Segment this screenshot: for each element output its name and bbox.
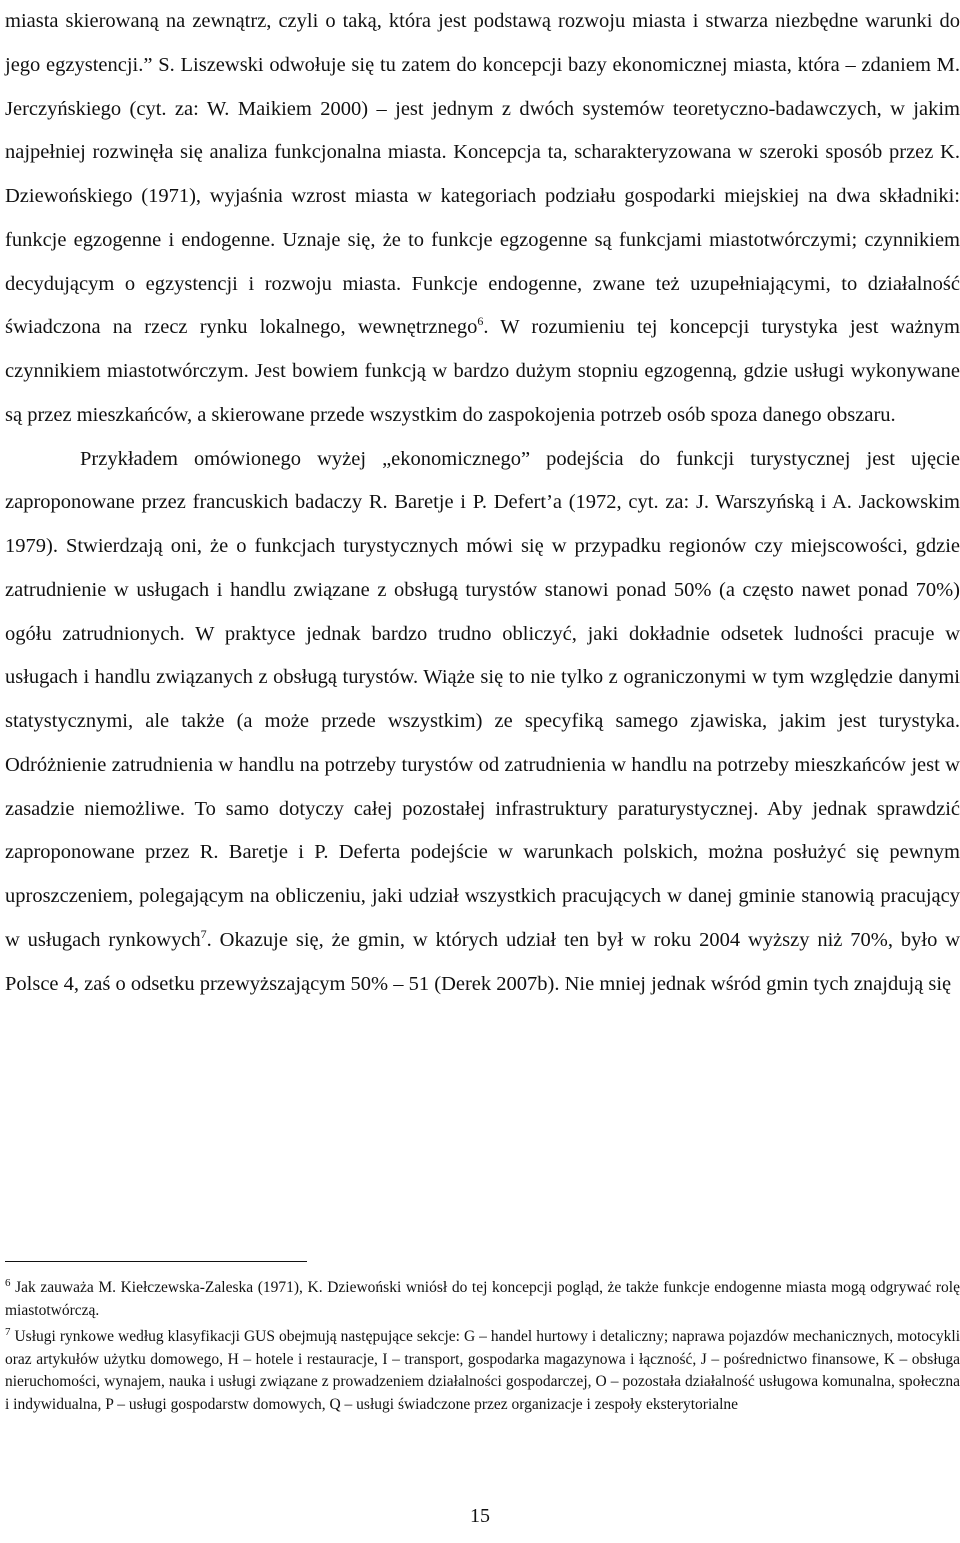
- paragraph-2-text-a: Przykładem omówionego wyżej „ekonomicznego” podejścia do funkcji turystycznej jest ujęcie zaproponowane przez francuskich badaczy R. Baretje i P. Defert’a (1972, cyt. za: J. Warszyńską i A. Jackowskim 1979). Stwierdzają oni, że o funkcjach turystycznych mówi się w przypadku regionów czy miejscowości, gdzie zatrudnienie w usługach i handlu związane z obsługą turystów stanowi ponad 50% (a często nawet ponad 70%) ogółu zatrudnionych. W praktyce jednak bardzo trudno obliczyć, jaki dokładnie odsetek ludności pracuje w usługach i handlu związanych z obsługą turystów. Wiąże się to nie tylko z ograniczonymi w tym względzie danymi statystycznymi, ale także (a może przede wszystkim) ze specyfiką samego zjawiska, jakim jest turystyka. Odróżnienie zatrudnienia w handlu na potrzeby turystów od zatrudnienia w handlu na potrzeby mieszkańców jest w zasadzie niemożliwe. To samo dotyczy całej pozostałej infrastruktury paraturystycznej. Aby jednak sprawdzić zaproponowane przez R. Baretje i P. Deferta podejście w warunkach polskich, można posłużyć się pewnym uproszczeniem, polegającym na obliczeniu, jaki udział wszystkich pracujących w danej gminie stanowią pracujący w usługach rynkowych: [5, 447, 960, 951]
- footnotes: [5, 1277, 960, 1420]
- footnote-number: 6: [5, 1276, 11, 1289]
- paragraph-2: [5, 438, 960, 1007]
- footnote-number: 7: [5, 1325, 11, 1338]
- paragraph-2-text-b: . Okazuje się, że gmin, w których udział ten był w roku 2004 wyższy niż 70%, było w Polsce 4, zaś o odsetku przewyższającym 50% – 51 (Derek 2007b). Nie mniej jednak wśród gmin tych znajdują się: [5, 928, 960, 995]
- footnote-text: Usługi rynkowe według klasyfikacji GUS obejmują następujące sekcje: G – handel hurtowy i detaliczny; naprawa pojazdów mechanicznych, motocykli oraz artykułów użytku domowego, H – hotele i restauracje, I – transport, gospodarka magazynowa i łączność, J – pośrednictwo finansowe, K – obsługa nieruchomości, wynajem, nauka i usługi związane z prowadzeniem działalności gospodarczej, O – pozostała działalność usługowa komunalna, społeczna i indywidualna, P – usługi gospodarstw domowych, Q – usługi świadczone przez organizacje i zespoły eksterytorialne: [5, 1328, 960, 1413]
- footnote-ref-7: 7: [200, 926, 207, 941]
- footnote-separator: [5, 1261, 307, 1262]
- paragraph-1-text-b: . W rozumieniu tej koncepcji turystyka jest ważnym czynnikiem miastotwórczym. Jest bowiem funkcją w bardzo dużym stopniu egzogenną, gdzie usługi wykonywane są przez mieszkańców, a skierowane przede wszystkim do zaspokojenia potrzeb osób spoza danego obszaru.: [5, 316, 960, 426]
- footnote-ref-6: 6: [477, 314, 484, 329]
- footnote-6: [5, 1277, 960, 1322]
- footnote-7: [5, 1326, 960, 1416]
- paragraph-1-text-a: miasta skierowaną na zewnątrz, czyli o taką, która jest podstawą rozwoju miasta i stwarza niezbędne warunki do jego egzystencji.” S. Liszewski odwołuje się tu zatem do koncepcji bazy ekonomicznej miasta, która – zdaniem M. Jerczyńskiego (cyt. za: W. Maikiem 2000) – jest jednym z dwóch systemów teoretyczno-badawczych, w jakim najpełniej rozwinęła się analiza funkcjonalna miasta. Koncepcja ta, scharakteryzowana w szeroki sposób przez K. Dziewońskiego (1971), wyjaśnia wzrost miasta w kategoriach podziału gospodarki miejskiej na dwa składniki: funkcje egzogenne i endogenne. Uznaje się, że to funkcje egzogenne są funkcjami miastotwórczymi; czynnikiem decydującym o egzystencji i rozwoju miasta. Funkcje endogenne, zwane też uzupełniającymi, to działalność świadczona na rzecz rynku lokalnego, wewnętrznego: [5, 10, 960, 339]
- paragraph-1: [5, 0, 960, 438]
- page-number: 15: [470, 1505, 490, 1527]
- body-text: [5, 0, 960, 1006]
- footnote-text: Jak zauważa M. Kiełczewska-Zaleska (1971), K. Dziewoński wniósł do tej koncepcji pogląd, że także funkcje endogenne miasta mogą odgrywać rolę miastotwórczą.: [5, 1279, 960, 1319]
